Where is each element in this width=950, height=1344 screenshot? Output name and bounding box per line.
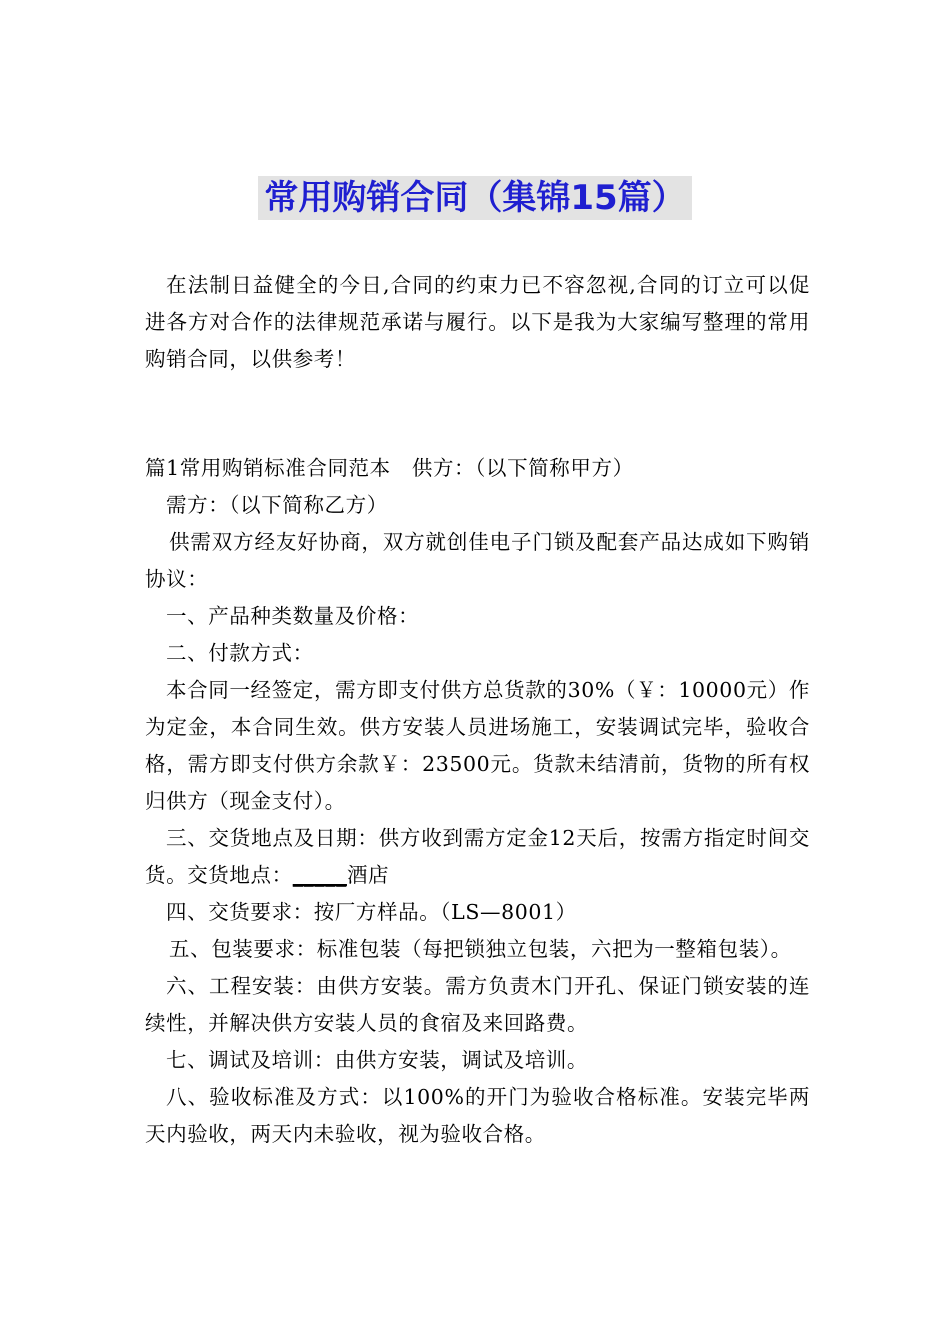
title-container [0, 176, 950, 220]
section-1-heading: 篇1常用购销标准合同范本 供方：（以下简称甲方） [145, 456, 634, 480]
buyer-line: 需方：（以下简称乙方） [166, 493, 388, 517]
clause-5: 五、包装要求：标准包装（每把锁独立包装，六把为一整箱包装）。 [169, 937, 792, 961]
clause-1: 一、产品种类数量及价格： [166, 604, 420, 628]
document-title: 常用购销合同（集锦15篇） [258, 176, 691, 220]
delivery-location-blank: _____ [292, 863, 347, 887]
clause-4: 四、交货要求：按厂方样品。（LS—8001） [166, 900, 577, 924]
payment-paragraph: 本合同一经签定，需方即支付供方总货款的30%（￥：10000元）作为定金，本合同生效。供方安装人员进场施工，安装调试完毕，验收合格，需方即支付供方余款￥：23500元。货款未结清前，货物的所有权归供方（现金支付）。 [145, 678, 810, 813]
agreement-paragraph: 供需双方经友好协商，双方就创佳电子门锁及配套产品达成如下购销协议： [145, 530, 810, 591]
clause-6: 六、工程安装：由供方安装。需方负责木门开孔、保证门锁安装的连续性，并解决供方安装人员的食宿及来回路费。 [145, 974, 810, 1035]
clause-2: 二、付款方式： [166, 641, 314, 665]
clause-7: 七、调试及培训：由供方安装，调试及培训。 [166, 1048, 588, 1072]
clause-8: 八、验收标准及方式：以100%的开门为验收合格标准。安装完毕两天内验收，两天内未验收，视为验收合格。 [145, 1085, 810, 1146]
section-1 [145, 450, 810, 1153]
clause-3 [145, 820, 810, 894]
clause-3-suffix: 酒店 [346, 863, 390, 887]
intro-paragraph: 在法制日益健全的今日,合同的约束力已不容忽视,合同的订立可以促进各方对合作的法律规范承诺与履行。以下是我为大家编写整理的常用购销合同，以供参考！ [145, 273, 810, 371]
intro-block [145, 267, 810, 378]
clause-3-text: 三、交货地点及日期：供方收到需方定金12天后，按需方指定时间交货。交货地点： [145, 826, 810, 887]
